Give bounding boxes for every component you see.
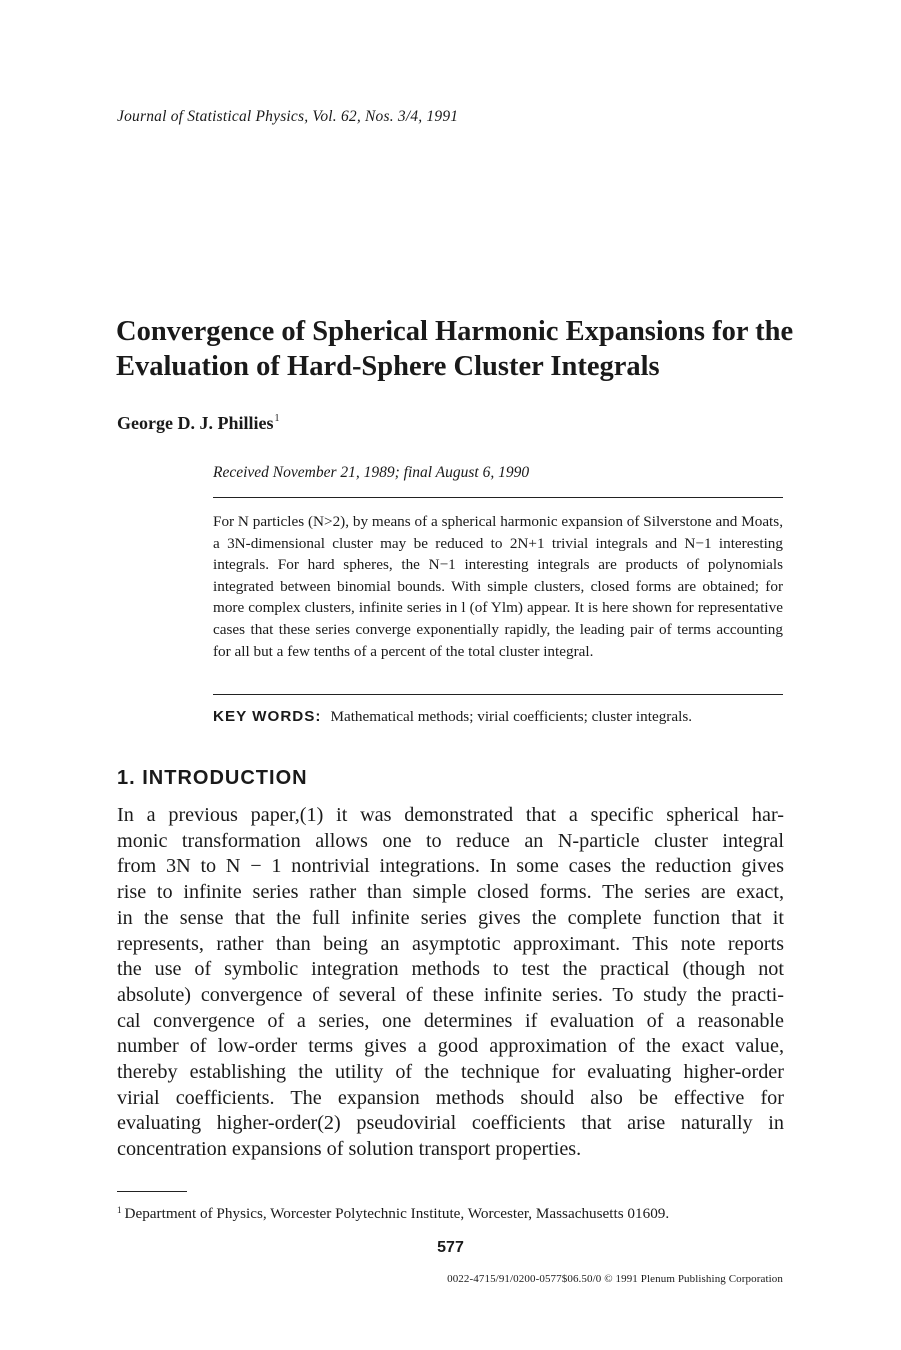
key-words-label: KEY WORDS: [213,708,322,725]
abstract: For N particles (N>2), by means of a spherical harmonic expansion of Silverstone and Moats, a 3N-dimensional cluster may be reduced to 2N+1 trivial integrals and N−1 interesting integrals. For hard spheres, the N−1 interesting integrals are products of polynomials integrated between binomial bounds. With simple clusters, closed forms are obtained; for more complex clusters, infinite series in l (of Ylm) appear. It is here shown for representative cases that these series converge exponentially rapidly, the leading pair of terms accounting for all but a few tenths of a percent of the total cluster integral. [213,513,783,660]
footnote-text: Department of Physics, Worcester Polytechnic Institute, Worcester, Massachusetts 01609. [124,1205,670,1222]
footnote-rule [117,1191,187,1192]
page-number: 577 [437,1239,464,1256]
body-line: In a previous paper,(1) it was demonstrated that a specific spherical har- [117,804,784,826]
received-dates: Received November 21, 1989; final August 6, 1990 [213,464,530,481]
copyright-line: 0022-4715/91/0200-0577$06.50/0 © 1991 Plenum Publishing Corporation [447,1273,783,1285]
abstract-bottom-rule [213,694,783,695]
body-line: monic transformation allows one to reduce an N-particle cluster integral [117,829,784,852]
section-heading [117,767,308,790]
body-line: represents, rather than being an asymptotic approximant. This note reports [117,932,784,955]
body-line: concentration expansions of solution transport properties. [117,1138,582,1161]
footnote [117,1205,669,1223]
body-line: thereby establishing the utility of the technique for evaluating higher-order [117,1061,784,1084]
body-line: cal convergence of a series, one determines if evaluation of a reasonable [117,1009,784,1032]
key-words [213,708,692,726]
body-line: evaluating higher-order(2) pseudovirial coefficients that arise naturally in [117,1112,784,1135]
body-line: from 3N to N − 1 nontrivial integrations. In some cases the reduction gives [117,855,784,878]
body-line: rise to infinite series rather than simple closed forms. The series are exact, [117,881,784,904]
author-footnote-mark: 1 [274,413,280,424]
key-words-text: Mathematical methods; virial coefficients; cluster integrals. [330,708,693,725]
body-line: in the sense that the full infinite series gives the complete function that it [117,906,784,929]
author-name: George D. J. Phillies [117,413,274,433]
journal-citation: Journal of Statistical Physics, Vol. 62, Nos. 3/4, 1991 [117,108,459,125]
body-line: virial coefficients. The expansion methods should also be effective for [117,1086,784,1109]
paper-title: Convergence of Spherical Harmonic Expansions for the Evaluation of Hard-Sphere Cluster Integrals [116,316,794,382]
section-number: 1. [117,767,136,789]
body-line: number of low-order terms gives a good approximation of the exact value, [117,1035,784,1058]
body-line: the use of symbolic integration methods to test the practical (though not [117,958,784,981]
body-line: absolute) convergence of several of these infinite series. To study the practi- [117,983,784,1006]
section-title: INTRODUCTION [142,767,308,789]
introduction-body [117,803,784,1163]
footnote-mark: 1 [117,1205,122,1215]
abstract-top-rule [213,497,783,498]
author-line [117,413,279,434]
